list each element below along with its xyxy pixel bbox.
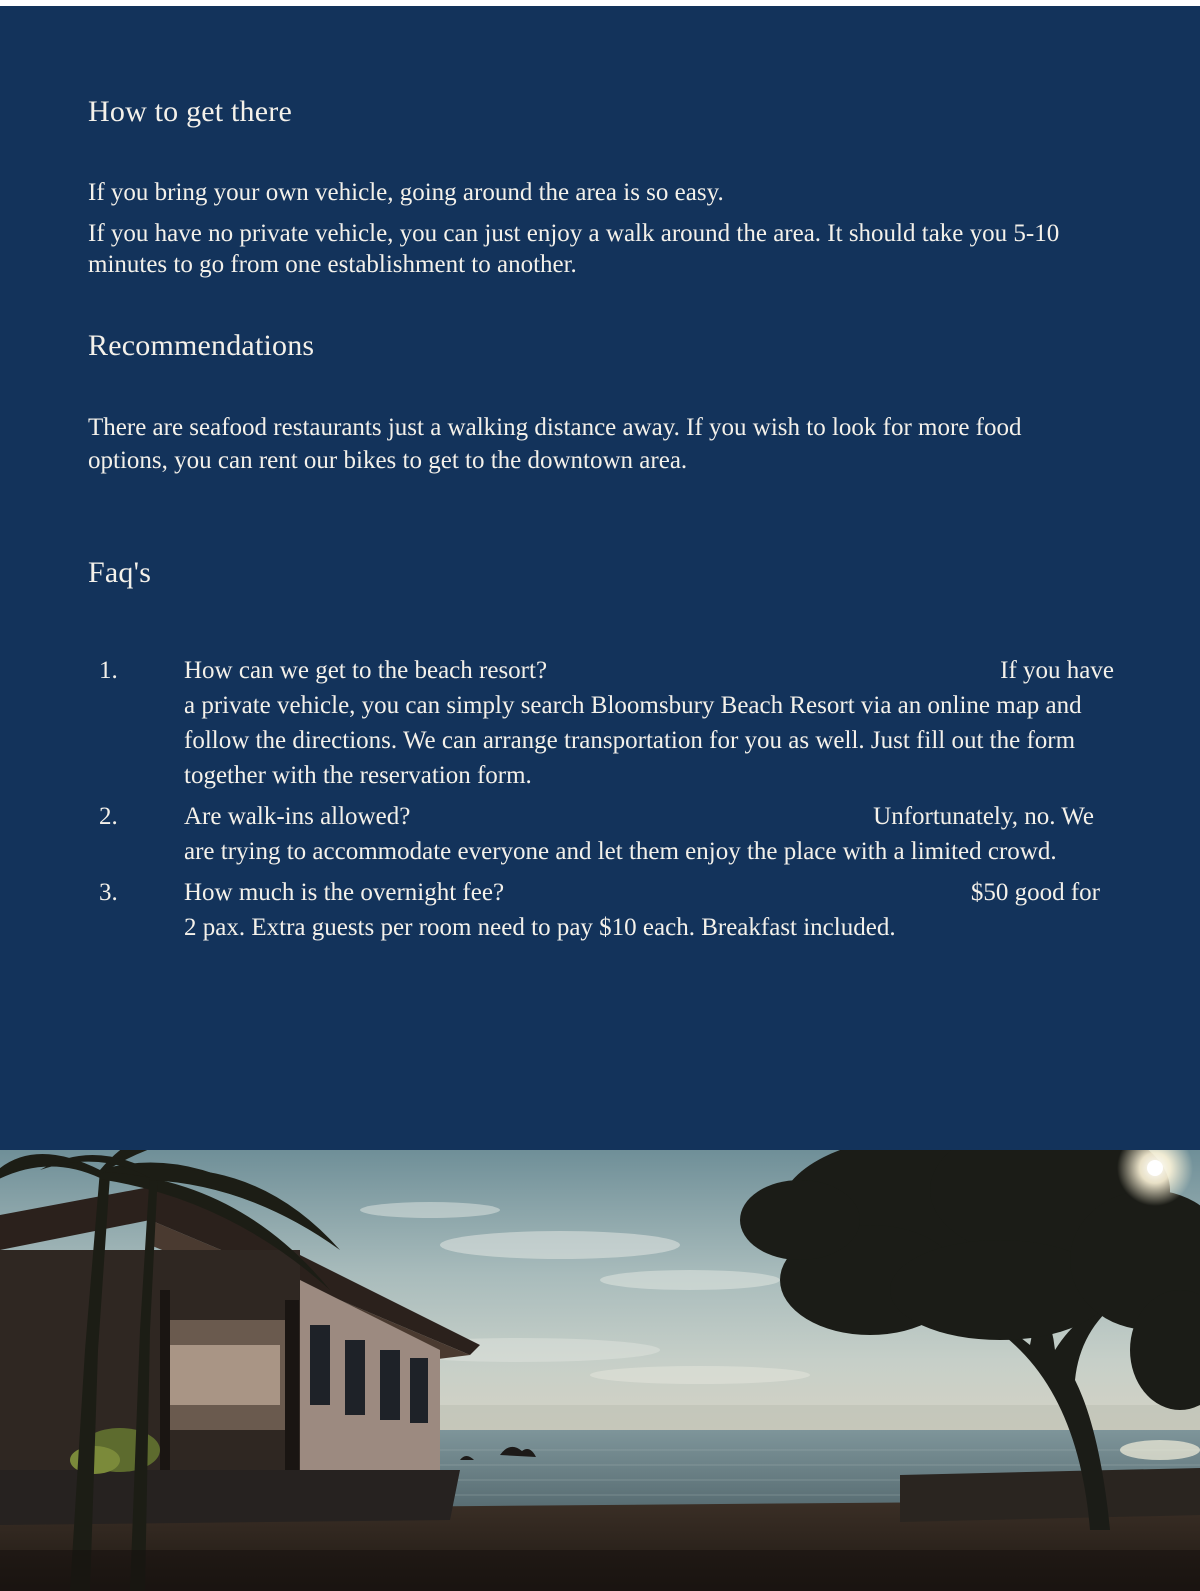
faq-content [184, 799, 1094, 869]
faq-question: Are walk-ins allowed? [184, 803, 411, 830]
faqs-heading: Faq's [88, 556, 152, 589]
faq-item [0, 875, 1200, 945]
faq-number: 2. [99, 803, 118, 830]
faq-answer: a private vehicle, you can simply search Bloomsbury Beach Resort via an online map and follow the directions. We can arrange transportation for you as well. Just fill out the form together with the reservation form. [184, 692, 1082, 789]
faq-question: How much is the overnight fee? [184, 879, 505, 906]
faq-question: How can we get to the beach resort? [184, 657, 548, 684]
faq-item [0, 653, 1200, 793]
faq-content [184, 875, 1100, 945]
own-vehicle-text: If you bring your own vehicle, going around the area is so easy. [88, 179, 724, 206]
recommendations-text: There are seafood restaurants just a walking distance away. If you wish to look for more food options, you can rent our bikes to get to the downtown area. [88, 414, 1022, 474]
faq-answer-lead: Unfortunately, no. We [873, 803, 1094, 830]
no-vehicle-text: If you have no private vehicle, you can just enjoy a walk around the area. It should take you 5-10 minutes to go from one establishment to another. [88, 220, 1060, 278]
recommendations-heading: Recommendations [88, 329, 315, 362]
faq-item [0, 799, 1200, 869]
beach-resort-photo [0, 1150, 1200, 1591]
info-panel [0, 6, 1200, 1150]
how-to-get-there-heading: How to get there [88, 95, 292, 128]
faq-list [0, 653, 1200, 951]
beach-scene-illustration [0, 1150, 1200, 1591]
faq-answer: 2 pax. Extra guests per room need to pay $10 each. Breakfast included. [184, 914, 896, 941]
faq-number: 3. [99, 879, 118, 906]
faq-answer-lead: If you have [1000, 657, 1114, 684]
faq-number: 1. [99, 657, 118, 684]
faq-answer-lead: $50 good for [970, 879, 1100, 906]
faq-answer: are trying to accommodate everyone and let them enjoy the place with a limited crowd. [184, 838, 1057, 865]
faq-content [184, 653, 1114, 793]
